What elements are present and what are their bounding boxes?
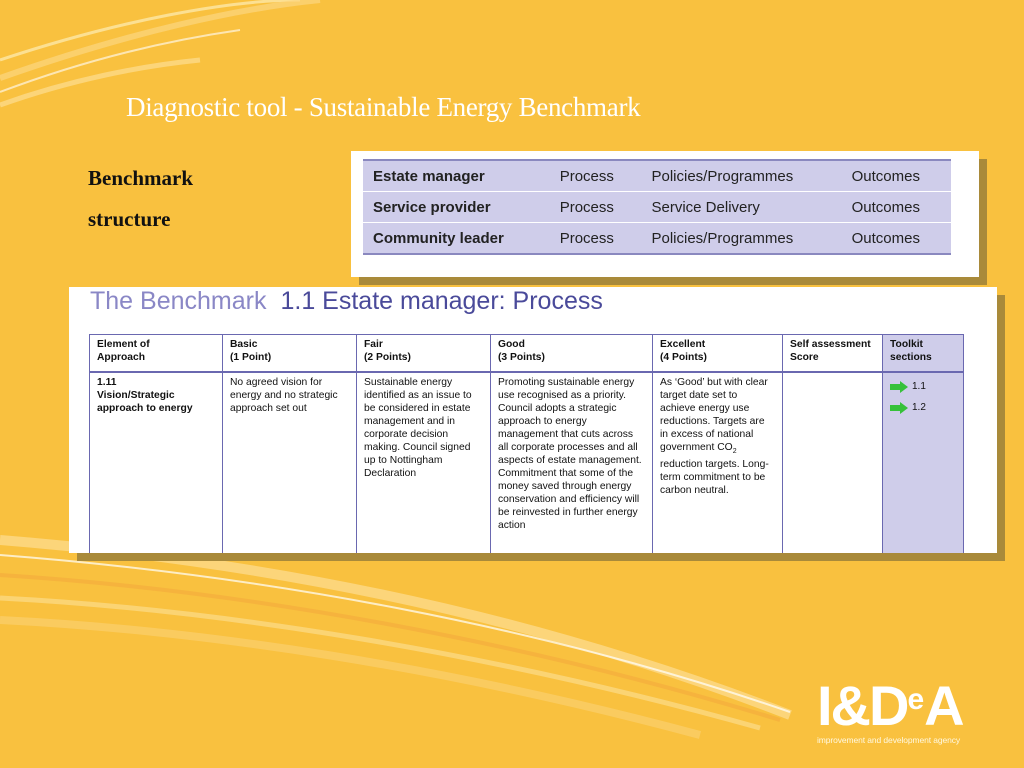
toolkit-link-1-1[interactable] — [890, 376, 956, 397]
toolkit-cell — [883, 372, 964, 553]
focus-cell: Policies/Programmes — [642, 223, 842, 255]
side-label-line1: Benchmark — [88, 166, 193, 190]
column-header-self-assessment — [783, 335, 883, 373]
header-line: Score — [790, 352, 819, 363]
table-header-row — [90, 335, 964, 373]
good-cell: Promoting sustainable energy use recognised as a priority. Council adopts a strategic approach to energy management that cuts across all corporate processes and all aspects of estate management. Commitment that some of the money saved through energy conservation and efficiency will be reinvested in further energy action — [491, 372, 653, 553]
header-line: Basic — [230, 339, 258, 350]
header-line: (1 Point) — [230, 352, 272, 363]
benchmark-heading — [90, 287, 603, 316]
element-cell — [90, 372, 223, 553]
column-header-toolkit — [883, 335, 964, 373]
outcome-cell: Outcomes — [842, 223, 951, 255]
focus-cell: Service Delivery — [642, 192, 842, 223]
arrow-right-icon — [890, 402, 908, 414]
element-name: Vision/Strategic approach to energy — [97, 390, 193, 414]
header-line: Fair — [364, 339, 383, 350]
role-cell: Estate manager — [363, 160, 550, 192]
header-line: (2 Points) — [364, 352, 411, 363]
process-cell: Process — [550, 192, 642, 223]
table-row — [90, 372, 964, 553]
side-label-line2: structure — [88, 207, 171, 231]
outcome-cell: Outcomes — [842, 192, 951, 223]
logo-tagline: improvement and development agency — [817, 735, 961, 745]
slide-title: Diagnostic tool - Sustainable Energy Benchmark — [126, 92, 641, 122]
header-line: Good — [498, 339, 525, 350]
header-line: (4 Points) — [660, 352, 707, 363]
toolkit-link-label: 1.1 — [912, 381, 926, 392]
table-row — [363, 160, 951, 192]
co2-subscript: 2 — [732, 448, 737, 456]
header-line: Excellent — [660, 339, 706, 350]
process-cell: Process — [550, 160, 642, 192]
header-line: (3 Points) — [498, 352, 545, 363]
benchmark-structure-label — [88, 158, 193, 240]
focus-cell: Policies/Programmes — [642, 160, 842, 192]
logo-text: I&D — [817, 674, 908, 737]
column-header-element — [90, 335, 223, 373]
excellent-cell — [653, 372, 783, 553]
arrow-right-icon — [890, 381, 908, 393]
header-line: Self assessment — [790, 339, 871, 350]
process-cell: Process — [550, 223, 642, 255]
column-header-basic — [223, 335, 357, 373]
column-header-good — [491, 335, 653, 373]
idea-logo — [817, 672, 997, 745]
column-header-excellent — [653, 335, 783, 373]
benchmark-heading-prefix: The Benchmark — [90, 287, 267, 315]
structure-table-card — [351, 151, 979, 277]
logo-text-end: A — [924, 674, 963, 737]
structure-table — [363, 159, 951, 255]
self-assessment-score-cell[interactable] — [783, 372, 883, 553]
header-line: Element of — [97, 339, 150, 350]
toolkit-link-1-2[interactable] — [890, 397, 956, 418]
benchmark-heading-main: 1.1 Estate manager: Process — [280, 287, 603, 315]
excellent-text-part1: As ‘Good’ but with clear target date set to achieve energy use reductions. Targets are in excess of national government CO — [660, 377, 768, 453]
role-cell: Service provider — [363, 192, 550, 223]
outcome-cell: Outcomes — [842, 160, 951, 192]
logo-mark — [817, 672, 997, 737]
table-row — [363, 223, 951, 255]
benchmark-card — [69, 287, 997, 553]
logo-text-sup: e — [907, 683, 925, 716]
header-line: Approach — [97, 352, 146, 363]
excellent-text-part2: reduction targets. Long-term commitment to be carbon neutral. — [660, 459, 769, 497]
table-row — [363, 192, 951, 223]
basic-cell: No agreed vision for energy and no strategic approach set out — [223, 372, 357, 553]
header-line: sections — [890, 352, 932, 363]
toolkit-link-label: 1.2 — [912, 402, 926, 413]
header-line: Toolkit — [890, 339, 923, 350]
column-header-fair — [357, 335, 491, 373]
element-number: 1.11 — [97, 377, 117, 388]
role-cell: Community leader — [363, 223, 550, 255]
fair-cell: Sustainable energy identified as an issue to be considered in estate management and in corporate decision making. Council signed up to Nottingham Declaration — [357, 372, 491, 553]
benchmark-table — [89, 334, 964, 553]
